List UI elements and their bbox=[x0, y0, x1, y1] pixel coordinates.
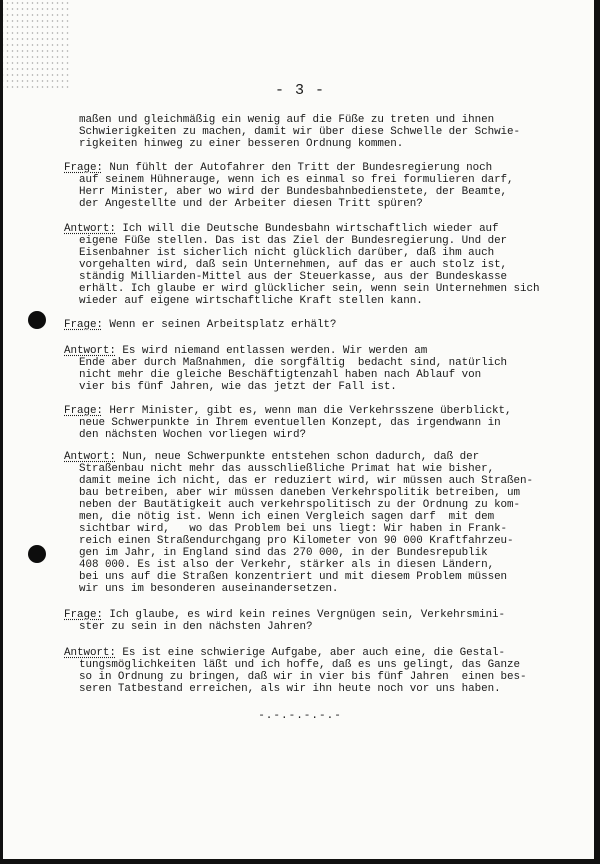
text-line bbox=[64, 451, 479, 463]
scan-speckle bbox=[0, 0, 70, 90]
line-text: Ich will die Deutsche Bundesbahn wirtschaftlich wieder auf bbox=[115, 223, 499, 235]
speaker-label: Frage: bbox=[64, 405, 103, 417]
text-line: der Angestellte und der Arbeiter diesen Tritt spüren? bbox=[79, 198, 423, 210]
text-line bbox=[64, 345, 427, 357]
scan-border-left bbox=[0, 0, 3, 864]
line-text: Es ist eine schwierige Aufgabe, aber auch eine, die Gestal- bbox=[115, 647, 506, 659]
text-line: erhält. Ich glaube er wird glücklicher sein, wenn sein Unternehmen sich bbox=[79, 283, 540, 295]
text-line: Herr Minister, aber wo wird der Bundesbahnbedienstete, der Beamte, bbox=[79, 186, 508, 198]
text-line: seren Tatbestand erreichen, als wir ihn heute noch vor uns haben. bbox=[79, 683, 501, 695]
text-line bbox=[64, 405, 512, 417]
text-line: eigene Füße stellen. Das ist das Ziel der Bundesregierung. Und der bbox=[79, 235, 508, 247]
speaker-label: Antwort: bbox=[64, 345, 116, 357]
text-line: rigkeiten hinweg zu einer besseren Ordnung kommen. bbox=[79, 138, 404, 150]
text-line: damit meine ich nicht, das er reduziert wird, wir müssen auch Straßen- bbox=[79, 475, 533, 487]
line-text: Nun fühlt der Autofahrer den Tritt der Bundesregierung noch bbox=[102, 162, 493, 174]
speaker-label: Frage: bbox=[64, 162, 103, 174]
text-line: Schwierigkeiten zu machen, damit wir über diese Schwelle der Schwie- bbox=[79, 126, 521, 138]
text-line bbox=[64, 162, 492, 174]
text-line: ster zu sein in den nächsten Jahren? bbox=[79, 621, 313, 633]
text-line: neben der Bautätigkeit auch verkehrspolitisch zu der Ordnung zu kom- bbox=[79, 499, 521, 511]
text-line: tungsmöglichkeiten läßt und ich hoffe, daß es uns gelingt, das Ganze bbox=[79, 659, 521, 671]
closing-mark: -.-.-.-.-.- bbox=[258, 710, 342, 722]
text-line bbox=[64, 609, 505, 621]
text-line: ständig Milliarden-Mittel aus der Steuerkasse, aus der Bundeskasse bbox=[79, 271, 508, 283]
page-number: - 3 - bbox=[274, 82, 325, 99]
scan-border-right bbox=[594, 0, 600, 864]
line-text: Herr Minister, gibt es, wenn man die Verkehrsszene überblickt, bbox=[102, 405, 512, 417]
text-line: vorgehalten wird, daß sein Unternehmen, auf das er auch stolz ist, bbox=[79, 259, 508, 271]
text-line: maßen und gleichmäßig ein wenig auf die Füße zu treten und ihnen bbox=[79, 114, 495, 126]
line-text: Wenn er seinen Arbeitsplatz erhält? bbox=[102, 319, 337, 331]
text-line: 408 000. Es ist also der Verkehr, stärker als in diesen Ländern, bbox=[79, 559, 495, 571]
text-line: auf seinem Hühnerauge, wenn ich es einmal so frei formulieren darf, bbox=[79, 174, 514, 186]
text-line bbox=[64, 223, 499, 235]
text-line bbox=[64, 647, 505, 659]
text-line: gen im Jahr, in England sind das 270 000, in der Bundesrepublik bbox=[79, 547, 488, 559]
text-line: bei uns auf die Straßen konzentriert und mit diesem Problem müssen bbox=[79, 571, 508, 583]
text-line: neue Schwerpunkte in Ihrem eventuellen Konzept, das irgendwann in bbox=[79, 417, 501, 429]
text-line: Eisenbahner ist sicherlich nicht glücklich darüber, daß ihm auch bbox=[79, 247, 495, 259]
text-line: bau betreiben, aber wir müssen daneben Verkehrspolitik betreiben, um bbox=[79, 487, 521, 499]
text-line bbox=[64, 319, 336, 331]
text-line: men, die nötig ist. Wenn ich einen Vergleich sagen darf mit dem bbox=[79, 511, 495, 523]
speaker-label: Frage: bbox=[64, 609, 103, 621]
speaker-label: Frage: bbox=[64, 319, 103, 331]
text-line: wir uns im besonderen auseinandersetzen. bbox=[79, 583, 339, 595]
speaker-label: Antwort: bbox=[64, 223, 116, 235]
text-line: Ende aber durch Maßnahmen, die sorgfältig bedacht sind, natürlich bbox=[79, 357, 508, 369]
text-line: nicht mehr die gleiche Beschäftigtenzahl haben nach Ablauf von bbox=[79, 369, 482, 381]
text-line: sichtbar wird, wo das Problem bei uns liegt: Wir haben in Frank- bbox=[79, 523, 508, 535]
punch-hole-upper bbox=[28, 311, 46, 329]
text-line: vier bis fünf Jahren, wie das jetzt der Fall ist. bbox=[79, 381, 397, 393]
punch-hole-lower bbox=[28, 545, 46, 563]
text-line: wieder auf eigene wirtschaftliche Kraft stellen kann. bbox=[79, 295, 423, 307]
speaker-label: Antwort: bbox=[64, 451, 116, 463]
line-text: Ich glaube, es wird kein reines Vergnügen sein, Verkehrsmini- bbox=[102, 609, 506, 621]
speaker-label: Antwort: bbox=[64, 647, 116, 659]
line-text: Es wird niemand entlassen werden. Wir werden am bbox=[115, 345, 428, 357]
text-line: reich einen Straßendurchgang pro Kilometer von 90 000 Kraftfahrzeu- bbox=[79, 535, 514, 547]
text-line: so in Ordnung zu bringen, daß wir in vier bis fünf Jahren einen bes- bbox=[79, 671, 527, 683]
line-text: Nun, neue Schwerpunkte entstehen schon dadurch, daß der bbox=[115, 451, 480, 463]
text-line: Straßenbau nicht mehr das ausschließliche Primat hat wie bisher, bbox=[79, 463, 495, 475]
scan-border-bottom bbox=[0, 859, 600, 864]
text-line: den nächsten Wochen vorliegen wird? bbox=[79, 429, 306, 441]
